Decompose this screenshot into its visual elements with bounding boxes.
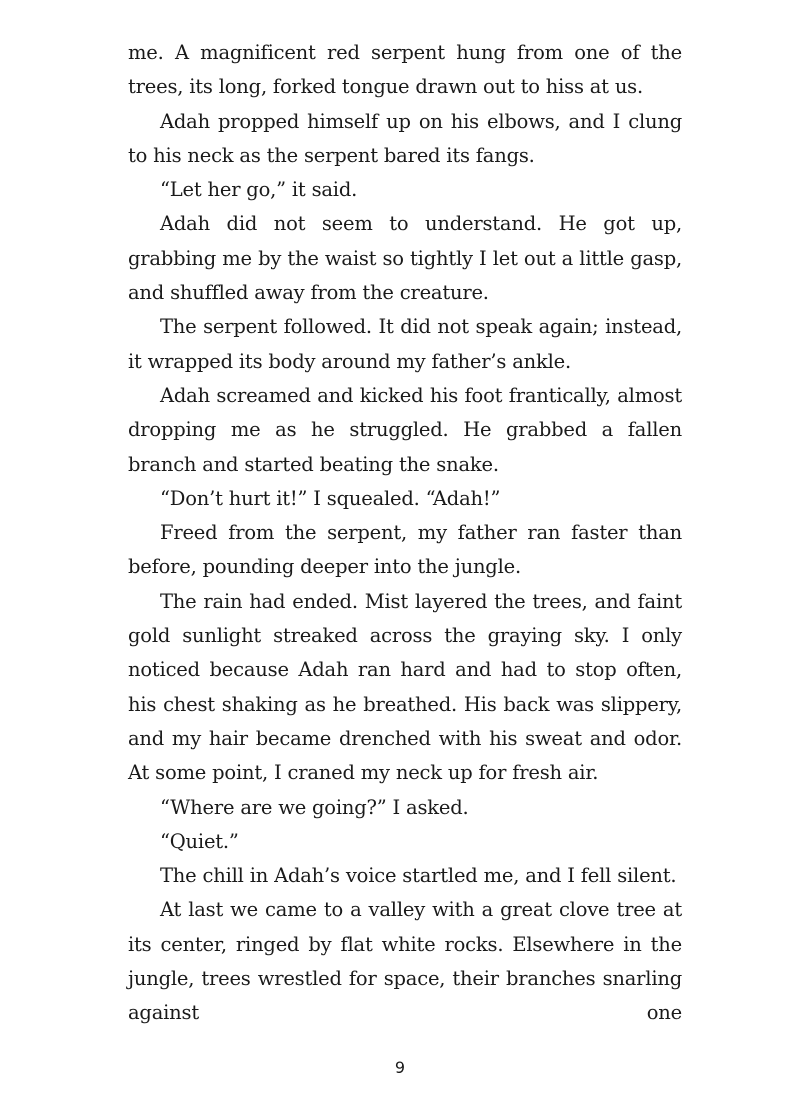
paragraph: The chill in Adah’s voice startled me, and I fell silent.: [160, 864, 677, 888]
paragraph: “Quiet.”: [160, 829, 239, 853]
paragraph: Adah did not seem to understand. He got up, grabbing me by the waist so tightly I let out a little gasp, and shuffled away from the creature.: [128, 212, 682, 305]
paragraph: The serpent followed. It did not speak again; instead, it wrapped its body around my father’s ankle.: [128, 315, 682, 373]
paragraph: “Where are we going?” I asked.: [160, 795, 469, 819]
paragraph: The rain had ended. Mist layered the trees, and faint gold sunlight streaked across the graying sky. I only noticed because Adah ran hard and had to stop often, his chest shaking as he breathed. His back was slippery, and my hair became drenched with his sweat and odor. At some point, I craned my neck up for fresh air.: [128, 589, 682, 785]
paragraph: Adah propped himself up on his elbows, and I clung to his neck as the serpent bared its fangs.: [128, 109, 682, 167]
page-number: 9: [394, 1058, 406, 1077]
paragraph: At last we came to a valley with a great clove tree at its center, ringed by flat white rocks. Elsewhere in the jungle, trees wrestled for space, their branches snarling against one: [128, 898, 682, 1025]
paragraph-continued: me. A magnificent red serpent hung from one of the trees, its long, forked tongue drawn out to hiss at us.: [128, 41, 682, 99]
paragraph: “Let her go,” it said.: [160, 178, 358, 202]
body-text: [128, 36, 682, 1031]
paragraph: “Don’t hurt it!” I squealed. “Adah!”: [160, 486, 501, 510]
paragraph: Adah screamed and kicked his foot frantically, almost dropping me as he struggled. He grabbed a fallen branch and started beating the snake.: [128, 383, 682, 476]
paragraph: Freed from the serpent, my father ran faster than before, pounding deeper into the jungle.: [128, 521, 682, 579]
